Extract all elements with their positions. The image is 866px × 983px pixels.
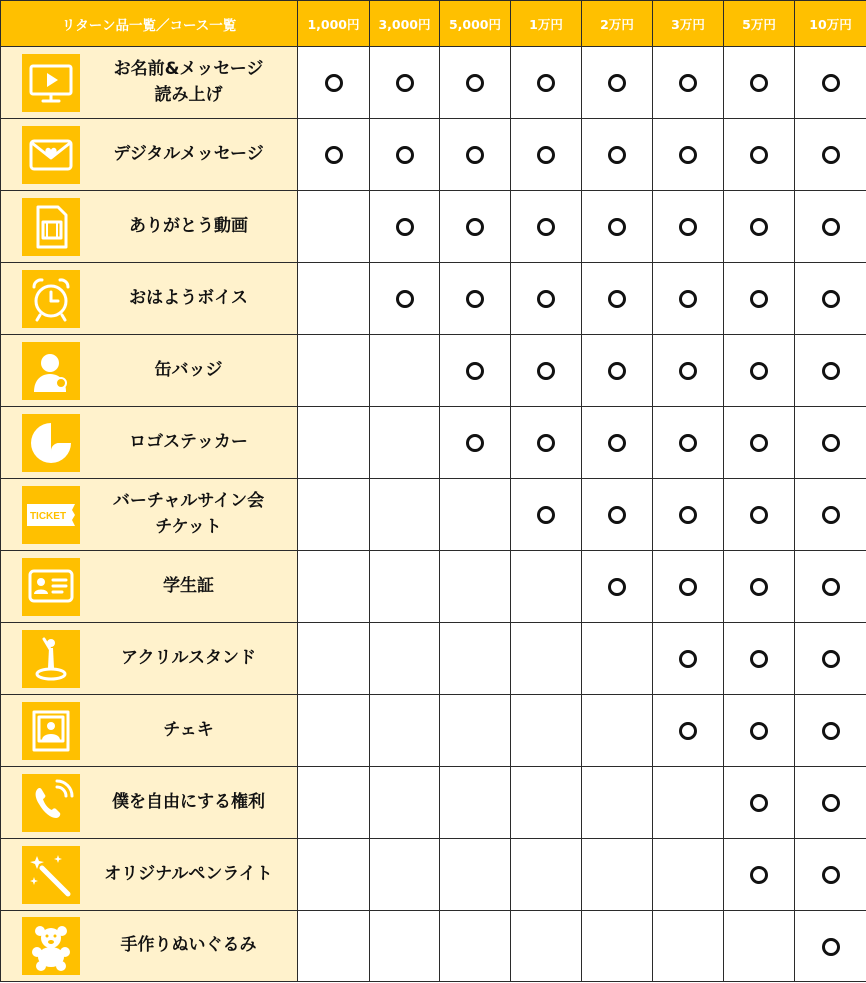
included-mark-icon (537, 74, 555, 92)
availability-cell (795, 911, 866, 982)
included-mark-icon (750, 866, 768, 884)
return-item-cell (1, 263, 298, 335)
table-row (1, 767, 866, 839)
availability-cell (511, 551, 582, 623)
availability-cell (440, 191, 511, 263)
return-item-cell (1, 551, 298, 623)
availability-cell (298, 911, 370, 982)
availability-cell (298, 407, 370, 479)
item-label (80, 214, 297, 240)
availability-cell (511, 191, 582, 263)
availability-cell (370, 479, 440, 551)
course-header: 1,000円 (298, 1, 370, 47)
included-mark-icon (396, 290, 414, 308)
table-row (1, 335, 866, 407)
heart-envelope-icon (22, 126, 80, 184)
photo-portrait-icon (22, 702, 80, 760)
teddy-bear-icon (22, 917, 80, 975)
item-label-line: 缶バッジ (154, 359, 223, 380)
item-label (80, 430, 297, 456)
included-mark-icon (608, 74, 626, 92)
included-mark-icon (466, 362, 484, 380)
table-row (1, 119, 866, 191)
availability-cell (440, 911, 511, 982)
included-mark-icon (537, 506, 555, 524)
item-label (80, 142, 297, 168)
included-mark-icon (537, 362, 555, 380)
included-mark-icon (750, 650, 768, 668)
table-row (1, 911, 866, 982)
included-mark-icon (750, 146, 768, 164)
course-header: 3万円 (653, 1, 724, 47)
included-mark-icon (750, 218, 768, 236)
availability-cell (370, 119, 440, 191)
availability-cell (440, 623, 511, 695)
course-header: 3,000円 (370, 1, 440, 47)
magic-wand-icon (22, 846, 80, 904)
included-mark-icon (679, 146, 697, 164)
availability-cell (440, 119, 511, 191)
table-row (1, 407, 866, 479)
availability-cell (440, 335, 511, 407)
item-label-line: 学生証 (163, 575, 214, 596)
availability-cell (653, 335, 724, 407)
item-label-line: お名前&メッセージ (113, 59, 264, 79)
return-item-cell (1, 119, 298, 191)
availability-cell (511, 767, 582, 839)
availability-cell (795, 767, 866, 839)
return-item-cell (1, 695, 298, 767)
included-mark-icon (750, 290, 768, 308)
availability-cell (582, 623, 653, 695)
availability-cell (582, 479, 653, 551)
availability-cell (370, 839, 440, 911)
table-row (1, 695, 866, 767)
course-header: 2万円 (582, 1, 653, 47)
included-mark-icon (608, 506, 626, 524)
table-row (1, 47, 866, 119)
item-label-line: おはようボイス (129, 287, 248, 308)
item-label (80, 574, 297, 600)
return-item-cell (1, 839, 298, 911)
person-badge-icon (22, 342, 80, 400)
included-mark-icon (608, 362, 626, 380)
availability-cell (653, 479, 724, 551)
acrylic-stand-icon (22, 630, 80, 688)
availability-cell (795, 623, 866, 695)
availability-cell (653, 47, 724, 119)
included-mark-icon (537, 434, 555, 452)
item-label (80, 358, 297, 384)
item-label (80, 933, 297, 959)
included-mark-icon (608, 290, 626, 308)
item-label (80, 790, 297, 816)
included-mark-icon (608, 578, 626, 596)
included-mark-icon (679, 650, 697, 668)
table-row (1, 479, 866, 551)
availability-cell (653, 839, 724, 911)
availability-cell (582, 47, 653, 119)
item-label-line: チケット (155, 516, 222, 537)
included-mark-icon (608, 218, 626, 236)
availability-cell (795, 263, 866, 335)
availability-cell (370, 767, 440, 839)
availability-cell (795, 47, 866, 119)
availability-cell (724, 551, 795, 623)
table-title: リターン品一覧／コース一覧 (1, 1, 298, 47)
availability-cell (724, 47, 795, 119)
included-mark-icon (679, 74, 697, 92)
availability-cell (724, 479, 795, 551)
alarm-clock-icon (22, 270, 80, 328)
availability-cell (511, 839, 582, 911)
course-header: 1万円 (511, 1, 582, 47)
availability-cell (582, 263, 653, 335)
availability-cell (370, 263, 440, 335)
table-row (1, 263, 866, 335)
included-mark-icon (822, 866, 840, 884)
included-mark-icon (679, 434, 697, 452)
included-mark-icon (822, 938, 840, 956)
item-label-line: バーチャルサイン会 (112, 491, 265, 511)
course-header: 5万円 (724, 1, 795, 47)
included-mark-icon (822, 578, 840, 596)
included-mark-icon (396, 74, 414, 92)
availability-cell (724, 623, 795, 695)
included-mark-icon (608, 434, 626, 452)
return-item-cell (1, 911, 298, 982)
header-row (1, 1, 866, 47)
included-mark-icon (679, 506, 697, 524)
return-item-cell (1, 479, 298, 551)
included-mark-icon (466, 74, 484, 92)
item-label-line: 手作りぬいぐるみ (120, 935, 257, 956)
included-mark-icon (325, 146, 343, 164)
availability-cell (370, 911, 440, 982)
availability-cell (653, 191, 724, 263)
item-label (80, 718, 297, 744)
availability-cell (724, 911, 795, 982)
availability-cell (724, 119, 795, 191)
tv-play-icon (22, 54, 80, 112)
included-mark-icon (396, 218, 414, 236)
table-row (1, 191, 866, 263)
included-mark-icon (466, 434, 484, 452)
included-mark-icon (750, 578, 768, 596)
phone-call-icon (22, 774, 80, 832)
availability-cell (653, 623, 724, 695)
availability-cell (653, 911, 724, 982)
availability-cell (511, 623, 582, 695)
availability-cell (795, 551, 866, 623)
included-mark-icon (822, 722, 840, 740)
availability-cell (370, 623, 440, 695)
availability-cell (440, 839, 511, 911)
availability-cell (724, 839, 795, 911)
availability-cell (582, 119, 653, 191)
availability-cell (298, 263, 370, 335)
availability-cell (582, 191, 653, 263)
included-mark-icon (750, 434, 768, 452)
item-label (80, 489, 297, 540)
item-label-line: デジタルメッセージ (113, 143, 264, 164)
availability-cell (582, 911, 653, 982)
item-label-line: 読み上げ (154, 84, 223, 105)
return-item-cell (1, 407, 298, 479)
included-mark-icon (537, 290, 555, 308)
included-mark-icon (822, 506, 840, 524)
film-file-icon (22, 198, 80, 256)
availability-cell (298, 551, 370, 623)
availability-cell (795, 695, 866, 767)
availability-cell (298, 191, 370, 263)
included-mark-icon (822, 290, 840, 308)
availability-cell (653, 263, 724, 335)
id-card-icon (22, 558, 80, 616)
included-mark-icon (396, 146, 414, 164)
included-mark-icon (466, 218, 484, 236)
availability-cell (298, 623, 370, 695)
availability-cell (795, 479, 866, 551)
availability-cell (298, 839, 370, 911)
availability-cell (440, 263, 511, 335)
availability-cell (653, 551, 724, 623)
availability-cell (582, 335, 653, 407)
availability-cell (795, 407, 866, 479)
availability-cell (440, 551, 511, 623)
item-label-line: ありがとう動画 (129, 215, 248, 236)
included-mark-icon (750, 722, 768, 740)
included-mark-icon (822, 74, 840, 92)
included-mark-icon (679, 290, 697, 308)
availability-cell (795, 839, 866, 911)
availability-cell (370, 191, 440, 263)
included-mark-icon (750, 74, 768, 92)
table-row (1, 839, 866, 911)
availability-cell (511, 695, 582, 767)
table-row (1, 623, 866, 695)
return-item-cell (1, 47, 298, 119)
availability-cell (724, 191, 795, 263)
item-label-line: チェキ (163, 719, 214, 740)
availability-cell (298, 479, 370, 551)
included-mark-icon (466, 146, 484, 164)
availability-cell (440, 767, 511, 839)
ticket-icon-text: TICKET (29, 510, 67, 522)
included-mark-icon (822, 146, 840, 164)
included-mark-icon (750, 794, 768, 812)
included-mark-icon (750, 506, 768, 524)
item-label (80, 57, 297, 108)
availability-cell (795, 335, 866, 407)
table-row (1, 551, 866, 623)
included-mark-icon (822, 362, 840, 380)
availability-cell (298, 335, 370, 407)
included-mark-icon (537, 218, 555, 236)
availability-cell (653, 407, 724, 479)
availability-cell (653, 767, 724, 839)
availability-cell (298, 695, 370, 767)
included-mark-icon (679, 362, 697, 380)
included-mark-icon (750, 362, 768, 380)
course-header: 10万円 (795, 1, 866, 47)
availability-cell (511, 263, 582, 335)
item-label-line: 僕を自由にする権利 (112, 791, 265, 812)
return-item-cell (1, 767, 298, 839)
sticker-icon (22, 414, 80, 472)
item-label-line: ロゴステッカー (129, 431, 248, 452)
included-mark-icon (822, 218, 840, 236)
availability-cell (511, 407, 582, 479)
availability-cell (653, 695, 724, 767)
item-label (80, 862, 297, 888)
availability-cell (440, 479, 511, 551)
included-mark-icon (679, 218, 697, 236)
availability-cell (724, 335, 795, 407)
included-mark-icon (822, 794, 840, 812)
included-mark-icon (608, 146, 626, 164)
availability-cell (440, 47, 511, 119)
included-mark-icon (466, 290, 484, 308)
availability-cell (370, 551, 440, 623)
ticket-icon (22, 486, 80, 544)
availability-cell (724, 263, 795, 335)
availability-cell (298, 767, 370, 839)
availability-cell (298, 119, 370, 191)
availability-cell (511, 479, 582, 551)
course-header: 5,000円 (440, 1, 511, 47)
return-item-cell (1, 335, 298, 407)
return-item-cell (1, 191, 298, 263)
availability-cell (582, 839, 653, 911)
included-mark-icon (537, 146, 555, 164)
included-mark-icon (822, 650, 840, 668)
availability-cell (370, 47, 440, 119)
availability-cell (370, 407, 440, 479)
availability-cell (653, 119, 724, 191)
availability-cell (370, 335, 440, 407)
item-label-line: オリジナルペンライト (104, 863, 273, 884)
availability-cell (795, 191, 866, 263)
included-mark-icon (679, 722, 697, 740)
availability-cell (724, 767, 795, 839)
availability-cell (511, 335, 582, 407)
availability-cell (440, 695, 511, 767)
return-item-cell (1, 623, 298, 695)
availability-cell (582, 767, 653, 839)
availability-cell (724, 407, 795, 479)
availability-cell (582, 551, 653, 623)
item-label-line: アクリルスタンド (121, 647, 256, 668)
availability-cell (511, 47, 582, 119)
included-mark-icon (325, 74, 343, 92)
item-label (80, 646, 297, 672)
availability-cell (582, 695, 653, 767)
availability-cell (795, 119, 866, 191)
availability-cell (298, 47, 370, 119)
availability-cell (511, 119, 582, 191)
item-label (80, 286, 297, 312)
availability-cell (724, 695, 795, 767)
availability-cell (582, 407, 653, 479)
availability-cell (511, 911, 582, 982)
included-mark-icon (822, 434, 840, 452)
included-mark-icon (679, 578, 697, 596)
availability-cell (370, 695, 440, 767)
availability-cell (440, 407, 511, 479)
